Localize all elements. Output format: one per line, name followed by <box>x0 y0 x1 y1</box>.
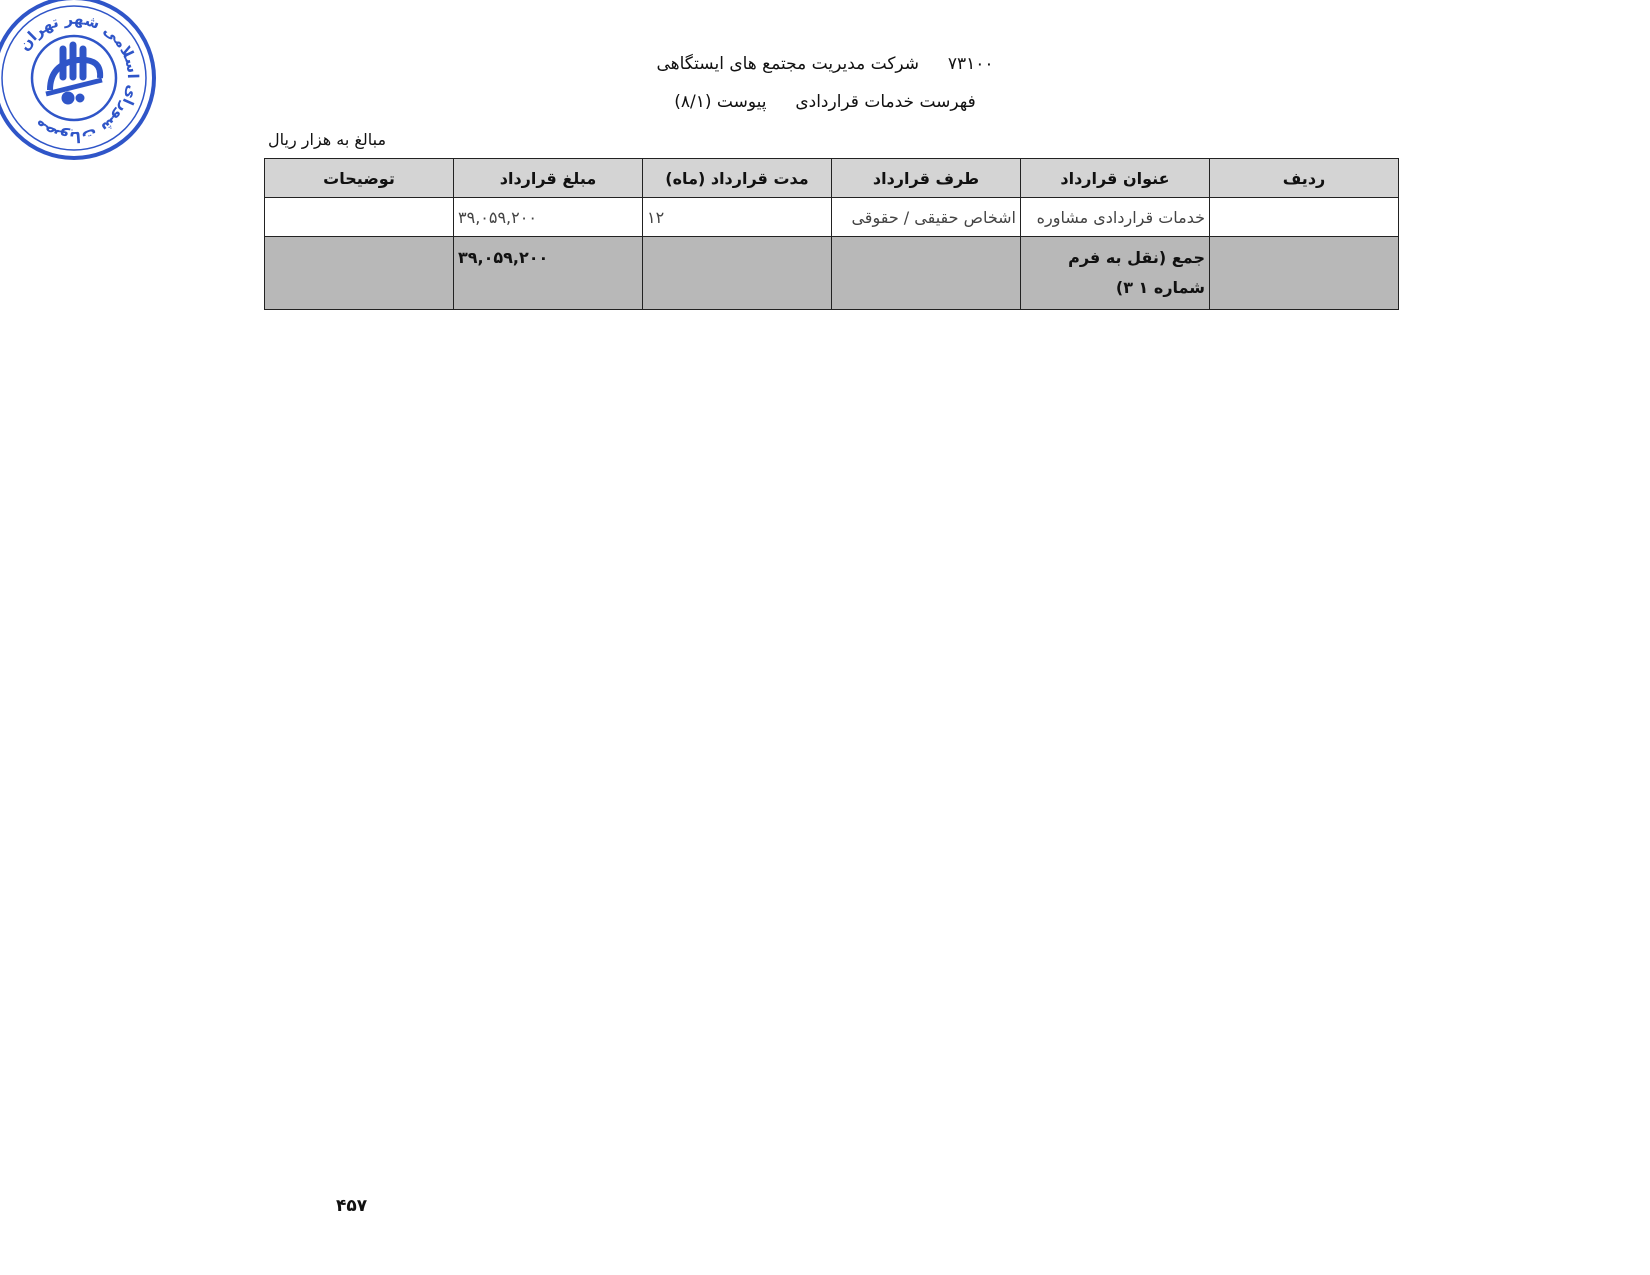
total-cell-party <box>832 237 1021 310</box>
svg-text:مصوبات شورای اسلامی شهر تهران: مصوبات شورای اسلامی شهر تهران <box>14 9 143 147</box>
cell-duration: ۱۲ <box>643 198 832 237</box>
page-number: ۴۵۷ <box>336 1196 368 1216</box>
total-cell-duration <box>643 237 832 310</box>
table-total-row <box>265 237 1399 310</box>
table-row <box>265 198 1399 237</box>
column-header-amount: مبلغ قرارداد <box>454 159 643 198</box>
cell-row-no <box>1210 198 1399 237</box>
column-header-row-no: ردیف <box>1210 159 1399 198</box>
total-label: جمع (نقل به فرم شماره ۱ ۳) <box>1021 237 1210 310</box>
document-header-title <box>0 92 1650 112</box>
list-title: فهرست خدمات قراردادی <box>795 92 976 112</box>
units-note: مبالغ به هزار ریال <box>268 130 387 149</box>
cell-title: خدمات قراردادی مشاوره <box>1021 198 1210 237</box>
column-header-title: عنوان قرارداد <box>1021 159 1210 198</box>
company-name: شرکت مدیریت مجتمع های ایستگاهی <box>656 54 920 74</box>
budget-code: ۷۳۱۰۰ <box>947 54 994 74</box>
total-amount: ۳۹,۰۵۹,۲۰۰ <box>454 237 643 310</box>
cell-party: اشخاص حقیقی / حقوقی <box>832 198 1021 237</box>
total-cell-notes <box>265 237 454 310</box>
council-seal-icon <box>0 0 158 162</box>
cell-notes <box>265 198 454 237</box>
document-header-company <box>0 54 1650 74</box>
table-header-row <box>265 159 1399 198</box>
cell-amount: ۳۹,۰۵۹,۲۰۰ <box>454 198 643 237</box>
appendix-label: پیوست (۸/۱) <box>674 92 767 112</box>
column-header-party: طرف قرارداد <box>832 159 1021 198</box>
contracts-table <box>264 158 1399 310</box>
column-header-notes: توضیحات <box>265 159 454 198</box>
total-cell-row-no <box>1210 237 1399 310</box>
column-header-duration: مدت قرارداد (ماه) <box>643 159 832 198</box>
